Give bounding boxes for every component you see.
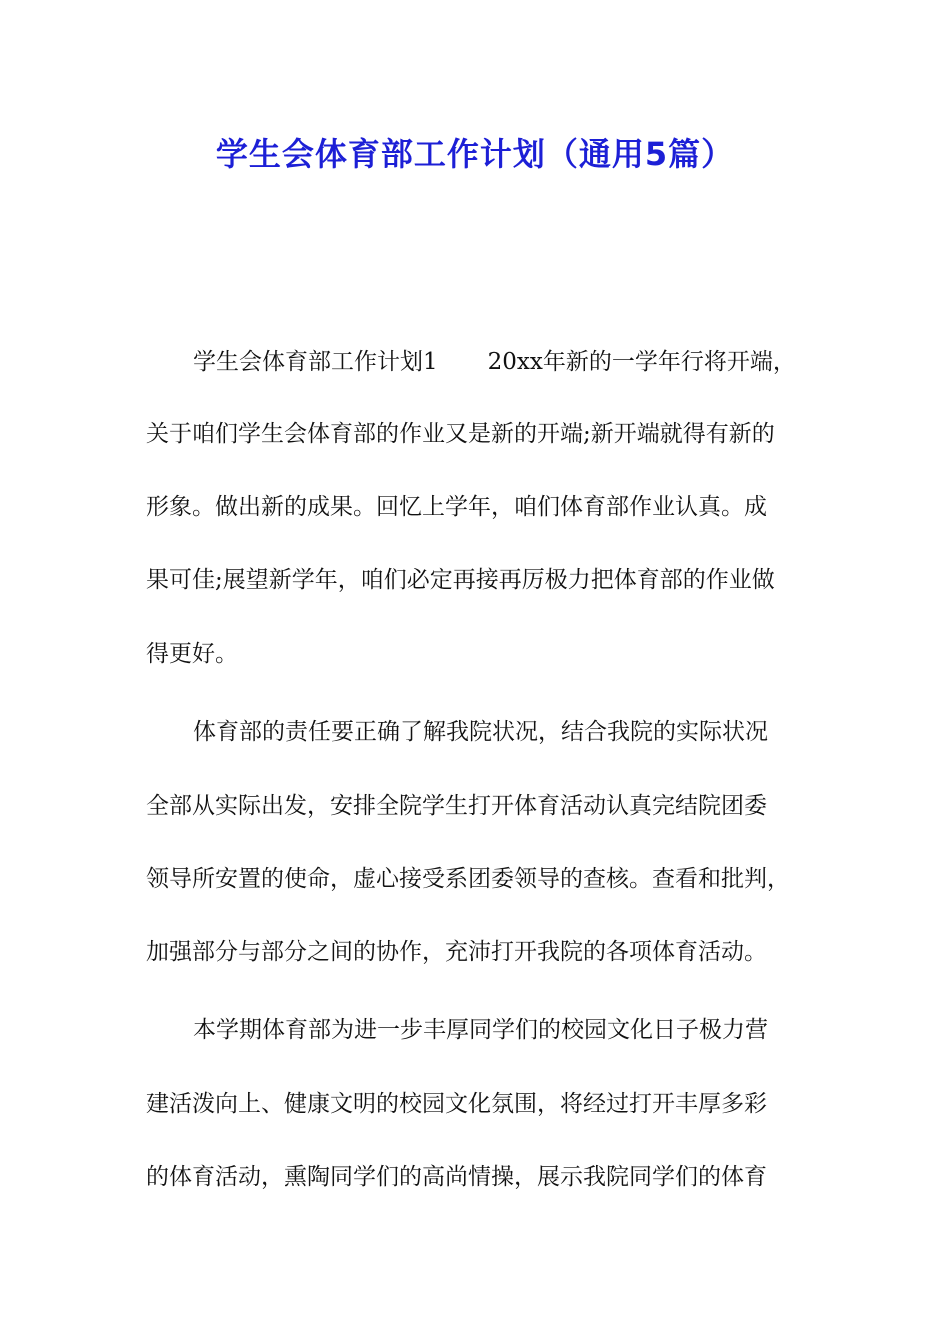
paragraph-2-line-1: 体育部的责任要正确了解我院状况，结合我院的实际状况 <box>193 719 768 745</box>
paragraph-2-line-2: 全部从实际出发，安排全院学生打开体育活动认真完结院团委 <box>146 793 767 819</box>
paragraph-3-line-3: 的体育活动，熏陶同学们的高尚情操，展示我院同学们的体育 <box>146 1164 767 1190</box>
paragraph-3-line-1: 本学期体育部为进一步丰厚同学们的校园文化日子极力营 <box>193 1017 768 1043</box>
paragraph-2-line-4: 加强部分与部分之间的协作，充沛打开我院的各项体育活动。 <box>146 939 767 965</box>
paragraph-1-line-1 <box>193 345 883 379</box>
paragraph-1-line-3: 形象。做出新的成果。回忆上学年，咱们体育部作业认真。成 <box>146 494 767 520</box>
paragraph-1-line-5: 得更好。 <box>146 641 238 667</box>
paragraph-1-line-2: 关于咱们学生会体育部的作业又是新的开端;新开端就得有新的 <box>146 421 775 447</box>
paragraph-3-line-2: 建活泼向上、健康文明的校园文化氛围，将经过打开丰厚多彩 <box>146 1091 767 1117</box>
paragraph-1-line-4: 果可佳;展望新学年，咱们必定再接再厉极力把体育部的作业做 <box>146 567 775 593</box>
section-heading: 学生会体育部工作计划1 <box>193 349 438 375</box>
paragraph-2-line-3: 领导所安置的使命，虚心接受系团委领导的查核。查看和批判， <box>146 866 790 892</box>
paragraph-1-text-1: 20xx年新的一学年行将开端， <box>487 349 796 375</box>
document-title: 学生会体育部工作计划（通用5篇） <box>215 135 735 173</box>
